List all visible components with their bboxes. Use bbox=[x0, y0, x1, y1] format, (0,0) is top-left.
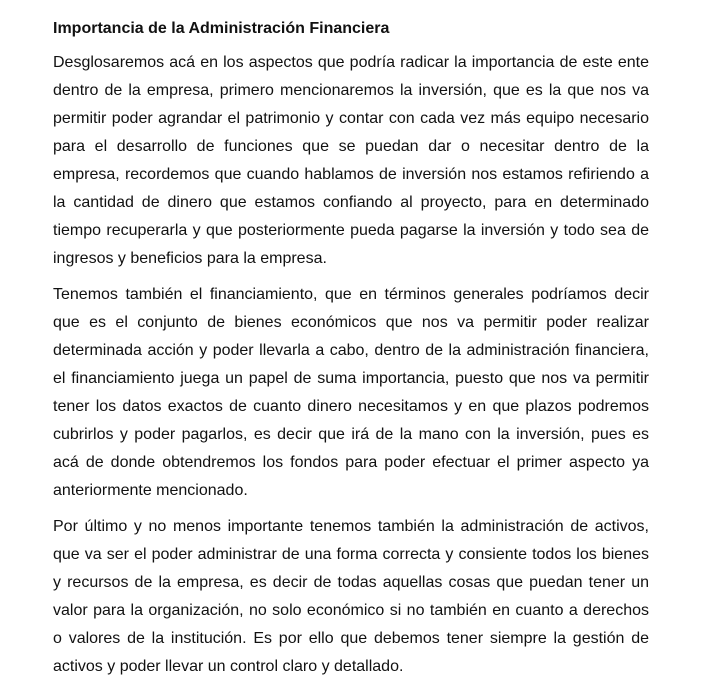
paragraph-asset-management: Por último y no menos importante tenemos también la administración de activos, que va ser el poder administrar de una forma correcta y consiente todos los bienes y recursos de la empresa, es decir de todas aquellas cosas que puedan tener un valor para la organización, no solo económico si no también en cuanto a derechos o valores de la institución. Es por ello que debemos tener siempre la gestión de activos y poder llevar un control claro y detallado. bbox=[53, 518, 649, 675]
document-title: Importancia de la Administración Financiera bbox=[53, 20, 390, 37]
document-body bbox=[53, 18, 649, 689]
paragraph-investment: Desglosaremos acá en los aspectos que podría radicar la importancia de este ente dentro de la empresa, primero mencionaremos la inversión, que es la que nos va permitir poder agrandar el patrimonio y contar con cada vez más equipo necesario para el desarrollo de funciones que se puedan dar o necesitar dentro de la empresa, recordemos que cuando hablamos de inversión nos estamos refiriendo a la cantidad de dinero que estamos confiando al proyecto, para en determinado tiempo recuperarla y que posteriormente pueda pagarse la inversión y todo sea de ingresos y beneficios para la empresa. bbox=[53, 54, 649, 267]
paragraph-financing: Tenemos también el financiamiento, que en términos generales podríamos decir que es el conjunto de bienes económicos que nos va permitir poder realizar determinada acción y poder llevarla a cabo, dentro de la administración financiera, el financiamiento juega un papel de suma importancia, puesto que nos va permitir tener los datos exactos de cuanto dinero necesitamos y en que plazos podremos cubrirlos y poder pagarlos, es decir que irá de la mano con la inversión, pues es acá de donde obtendremos los fondos para poder efectuar el primer aspecto ya anteriormente mencionado. bbox=[53, 286, 649, 499]
